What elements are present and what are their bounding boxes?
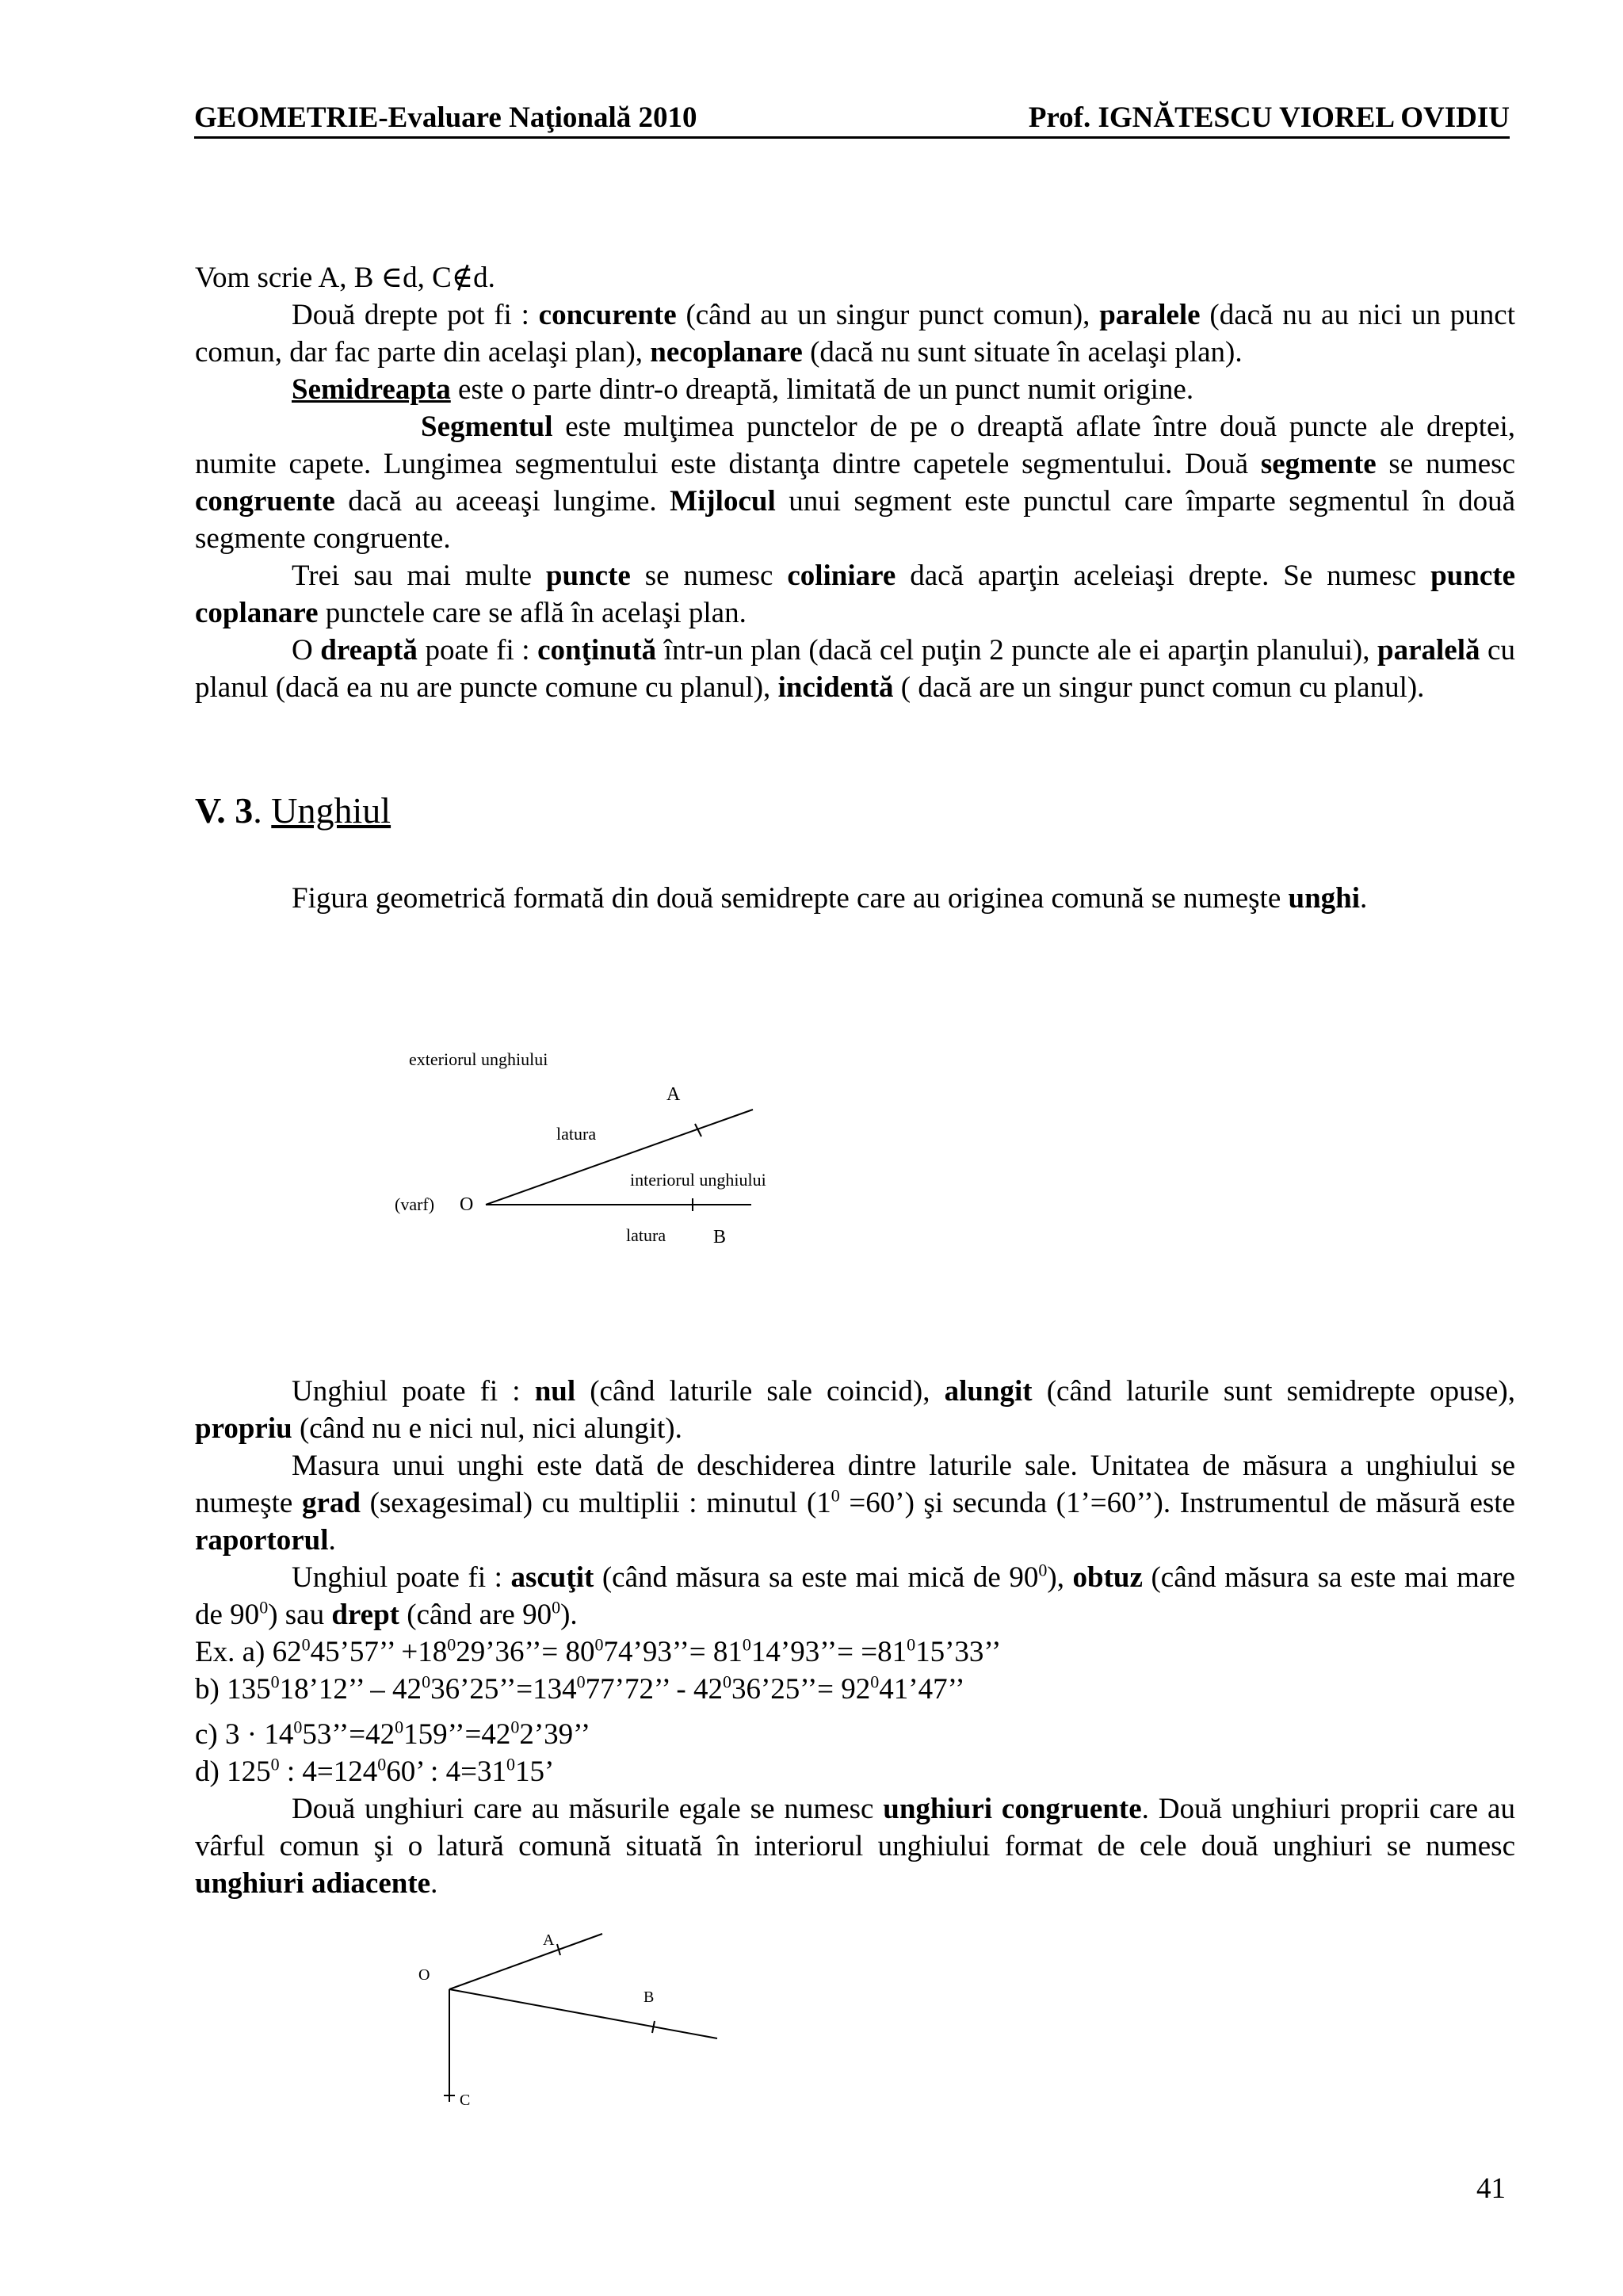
fig1-exterior-label: exteriorul unghiului bbox=[409, 1049, 548, 1069]
adjacent-angles-figure bbox=[404, 1926, 737, 2116]
top-text-block bbox=[195, 259, 1515, 706]
congruente-paragraph: Două unghiuri care au măsurile egale se numesc unghiuri congruente. Două unghiuri proprii care au vârful comun şi o latură comună situată în interiorul unghiului format de cele două unghiuri se numesc unghiuri adiacente. bbox=[195, 1793, 1515, 1900]
bottom-text-block bbox=[195, 1373, 1515, 1902]
tipuri-paragraph: Unghiul poate fi : nul (când laturile sale coincid), alungit (când laturile sunt semidrepte opuse), propriu (când nu e nici nul, nici alungit). bbox=[195, 1375, 1515, 1445]
example-a: Ex. a) $62^045’57$’’ $+18^029’36’’=$ $80^074’93’’=$ $81^014’93’’=$ $=81^015’33$’’ bbox=[195, 1634, 1002, 1668]
header-left: GEOMETRIE-Evaluare Naţională 2010 bbox=[194, 101, 697, 134]
section-number: V. 3 bbox=[195, 790, 254, 831]
header-right: Prof. IGNĂTESCU VIOREL OVIDIU bbox=[1028, 101, 1510, 134]
fig1-label-B: B bbox=[713, 1227, 727, 1247]
angle-definition: Figura geometrică formată din două semidrepte care au originea comună se numeşte unghi. bbox=[292, 882, 1368, 915]
fig2-label-O: O bbox=[418, 1966, 430, 1984]
fig1-varf-label: (varf) bbox=[395, 1194, 435, 1214]
page-number: 41 bbox=[1476, 2172, 1506, 2205]
angle-figure bbox=[380, 1038, 824, 1260]
page-header bbox=[194, 97, 1510, 139]
semidreapta-paragraph: Semidreapta este o parte dintr-o dreaptă, limitată de un punct numit origine. bbox=[292, 373, 1194, 406]
fig1-label-A: A bbox=[666, 1084, 681, 1105]
example-b: b) $135^018’12$’’ – $42^036’25’’=134^077’72$’’ - $42^036’25’’=$ $92^041’47$’’ bbox=[195, 1671, 965, 1706]
dreapta-paragraph: O dreaptă poate fi : conţinută într-un plan (dacă cel puţin 2 puncte ale ei aparţin planului), paralelă cu planul (dacă ea nu are puncte comune cu planul), incidentă ( dacă are un singur punct comun cu planul). bbox=[195, 634, 1515, 704]
drepte-paragraph: Două drepte pot fi : concurente (când au un singur punct comun), paralele (dacă nu au nici un punct comun, dar fac parte din acelaşi plan), necoplanare (dacă nu sunt situate în acelaşi plan). bbox=[195, 299, 1515, 369]
fig1-latura-bottom: latura bbox=[626, 1225, 666, 1245]
fig2-label-C: C bbox=[460, 2092, 471, 2109]
fig2-label-B: B bbox=[643, 1988, 655, 2006]
masura-paragraph: Masura unui unghi este dată de deschiderea dintre laturile sale. Unitatea de măsura a unghiului se numeşte grad (sexagesimal) cu multiplii : minutul ($1^0$ =60’) şi secunda (1’=60’’). Instrumentul de măsură este raportorul. bbox=[195, 1450, 1515, 1557]
vom-scrie-line: Vom scrie A, B ∈d, C∉d. bbox=[195, 262, 495, 294]
section-name: Unghiul bbox=[271, 790, 391, 831]
fig1-label-O: O bbox=[460, 1194, 474, 1215]
fig1-latura-top: latura bbox=[556, 1124, 597, 1144]
fig2-label-A: A bbox=[543, 1931, 555, 1949]
fig1-interior-label: interiorul unghiului bbox=[630, 1170, 766, 1190]
example-c: c) $3 \cdot 14^053’’=42^0159’’=42^02’39$’’ bbox=[195, 1717, 591, 1751]
puncte-paragraph: Trei sau mai multe puncte se numesc coliniare dacă aparţin aceleiaşi drepte. Se numesc puncte coplanare punctele care se află în acelaşi plan. bbox=[195, 560, 1515, 629]
fig2-ray-OB bbox=[449, 1989, 717, 2038]
example-d: d) $125^0$ : $4=124^060$’ : $4=31^015$’ bbox=[195, 1754, 555, 1788]
section-title: V. 3. Unghiul bbox=[195, 790, 391, 831]
segment-paragraph: Segmentul este mulţimea punctelor de pe o dreaptă aflate între două puncte ale dreptei, numite capete. Lungimea segmentului este distanţa dintre capetele segmentului. Două segmente se numesc congruente dacă au aceeaşi lungime. Mijlocul unui segment este punctul care împarte segmentul în două segmente congruente. bbox=[195, 411, 1516, 555]
fig2-ray-OA bbox=[449, 1934, 602, 1989]
fig1-ray-OA bbox=[486, 1110, 753, 1205]
ascutit-paragraph: Unghiul poate fi : ascuţit (când măsura sa este mai mică de $90^0$), obtuz (când măsura sa este mai mare de $90^0$) sau drept (când are $90^0$). bbox=[195, 1560, 1515, 1631]
